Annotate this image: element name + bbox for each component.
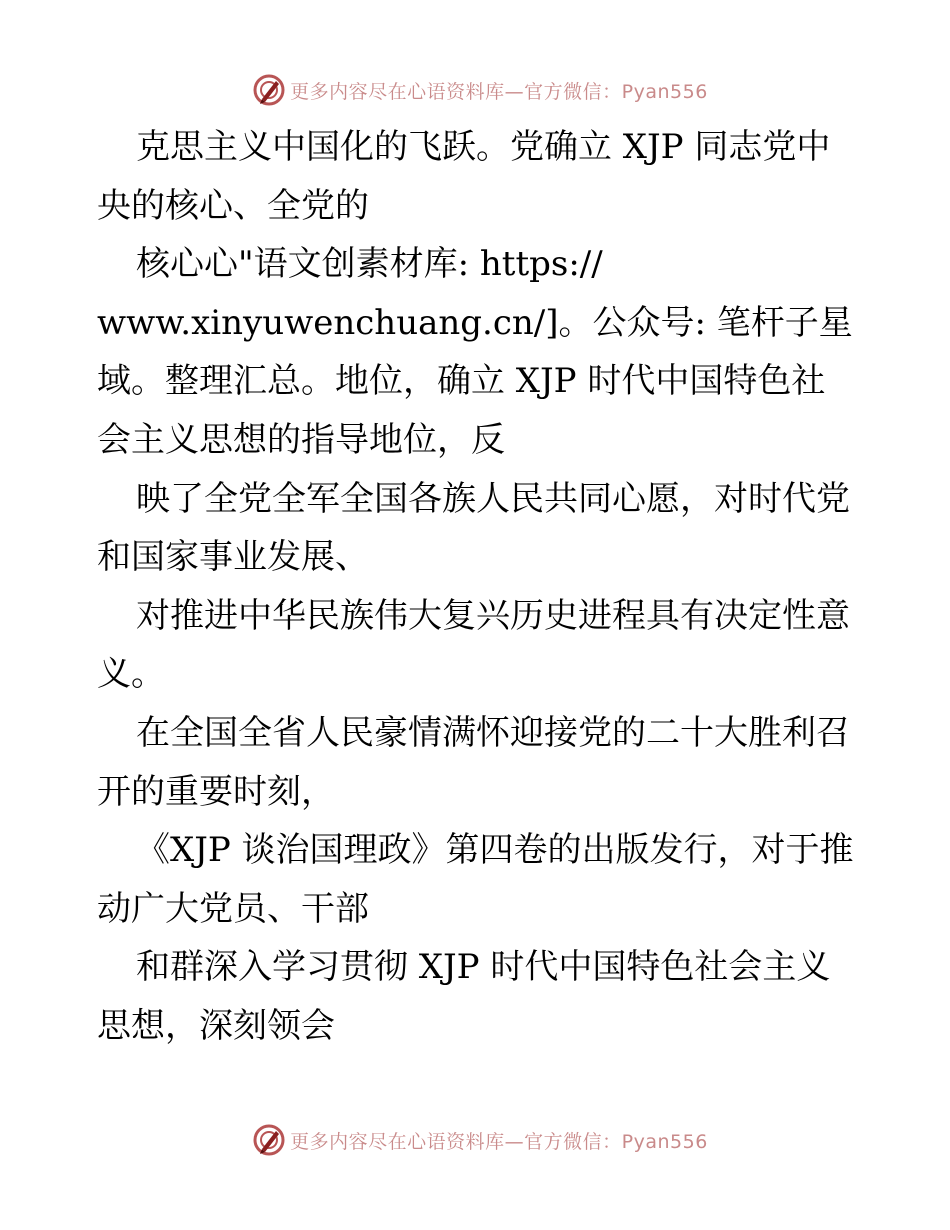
paragraph-7: 和群深入学习贯彻 XJP 时代中国特色社会主义思想，深刻领会 — [97, 947, 831, 1046]
paragraph-3: 映了全党全军全国各族人民共同心愿，对时代党和国家事业发展、 — [97, 478, 850, 578]
footer-banner — [0, 1120, 950, 1160]
paragraph-2: 核心心"语文创素材库: https:// www.xinyuwenchuang.cn/]。公众号: 笔杆子星域。整理汇总。地位，确立 XJP 时代中国特色社会主义思想的指导地位，反 — [97, 244, 853, 460]
footer-banner-content — [252, 1123, 708, 1157]
paragraph-4: 对推进中华民族伟大复兴历史进程具有决定性意义。 — [97, 595, 850, 695]
header-banner — [0, 70, 950, 110]
document-body — [97, 118, 857, 1056]
pen-circle-logo-icon — [252, 73, 286, 107]
paragraph-5: 在全国全省人民豪情满怀迎接党的二十大胜利召开的重要时刻， — [97, 712, 850, 812]
paragraph-6: 《XJP 谈治国理政》第四卷的出版发行，对于推动广大党员、干部 — [97, 830, 854, 929]
header-banner-content — [252, 73, 708, 107]
footer-banner-text: 更多内容尽在心语资料库—官方微信：Pyan556 — [290, 1130, 708, 1153]
header-banner-text: 更多内容尽在心语资料库—官方微信：Pyan556 — [290, 80, 708, 103]
pen-circle-logo-icon — [252, 1123, 286, 1157]
paragraph-1: 克思主义中国化的飞跃。党确立 XJP 同志党中央的核心、全党的 — [97, 127, 831, 226]
